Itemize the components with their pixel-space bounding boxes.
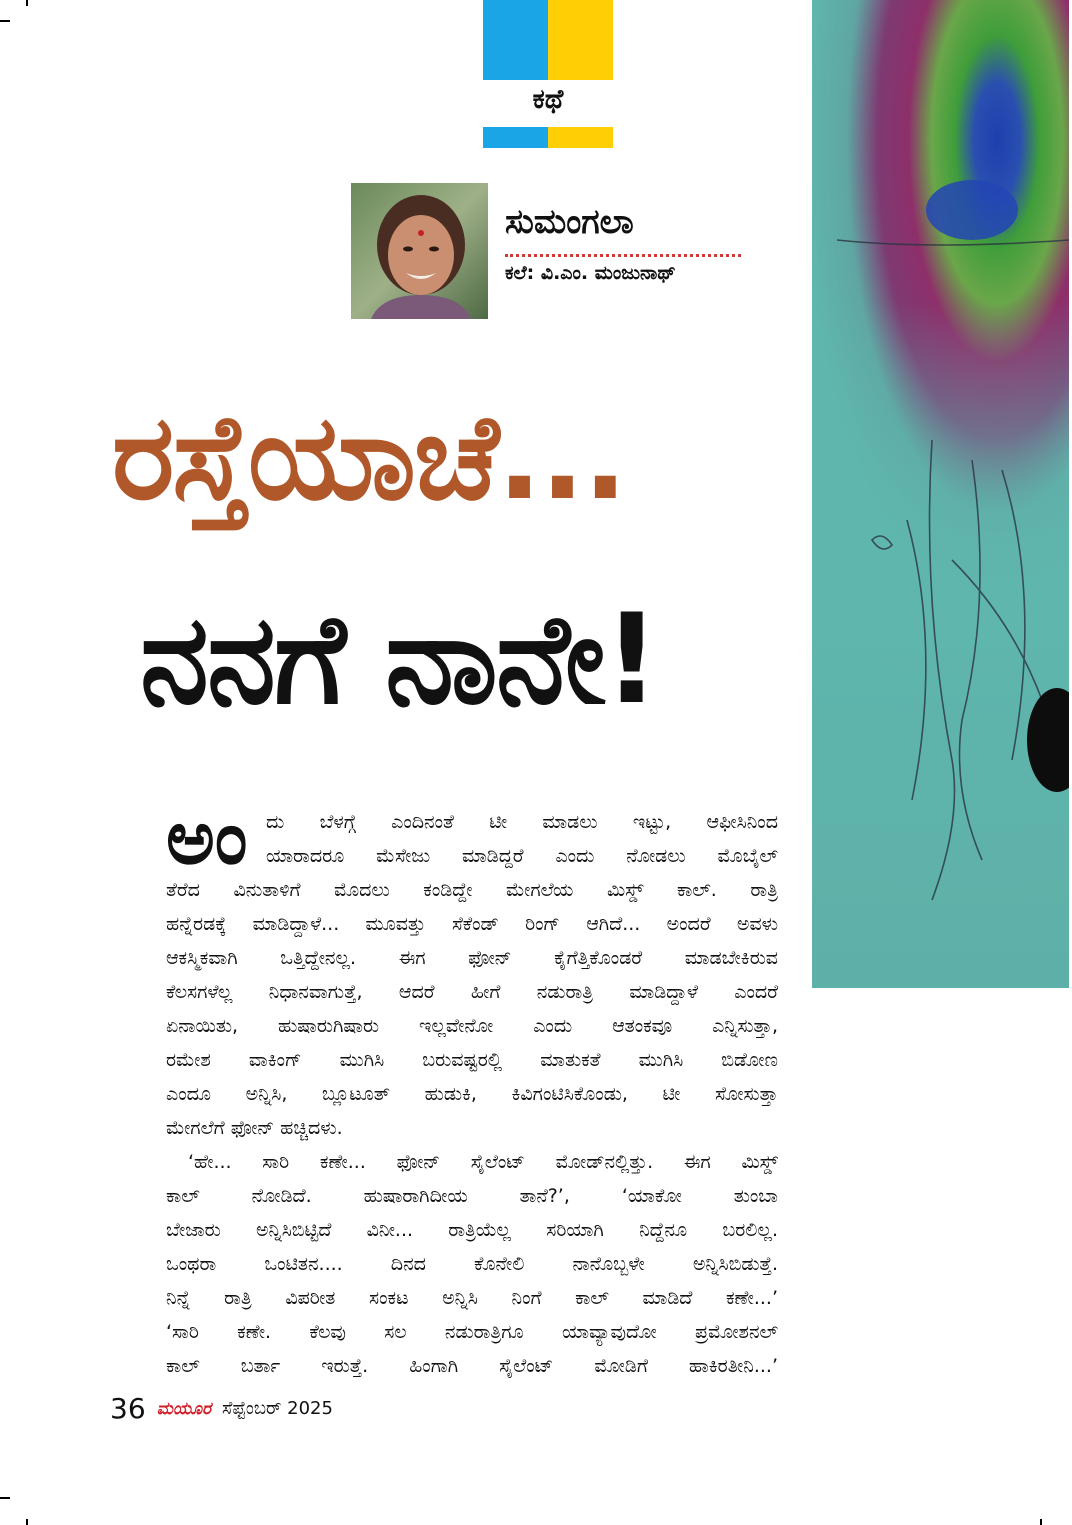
article-line: ಹನ್ನೆರಡಕ್ಕೆ ಮಾಡಿದ್ದಾಳೆ... ಮೂವತ್ತು ಸೆಕೆಂಡ್ ರಿಂಗ್ ಆಗಿದೆ... ಅಂದರೆ ಅವಳು <box>166 913 778 935</box>
crop-mark-bottom-right <box>1040 1519 1042 1525</box>
article-line: ಕೆಲಸಗಳೆಲ್ಲ ನಿಧಾನವಾಗುತ್ತೆ, ಆದರೆ ಹೀಗೆ ನಡುರಾತ್ರಿ ಮಾಡಿದ್ದಾಳೆ ಎಂದರೆ <box>166 981 778 1003</box>
author-photo <box>351 183 488 319</box>
author-divider <box>505 254 741 257</box>
magazine-logo: ಮಯೂರ <box>156 1398 211 1419</box>
crop-mark-top <box>26 0 28 6</box>
crop-mark-bottom-left <box>0 1497 10 1499</box>
headline-line-1: ರಸ್ತೆಯಾಚೆ... <box>112 388 626 526</box>
page-number: 36 <box>110 1392 146 1425</box>
badge-blue-strip <box>483 127 548 148</box>
article-line: ಮೇಗಲೆಗೆ ಫೋನ್ ಹಚ್ಚಿದಳು. <box>166 1117 343 1139</box>
headline-line-2: ನನಗೆ ನಾನೇ! <box>140 588 658 732</box>
article-line: ‘ಸಾರಿ ಕಣೇ. ಕೆಲವು ಸಲ ನಡುರಾತ್ರಿಗೂ ಯಾವ್ಯಾವುದೋ ಪ್ರಮೋಶನಲ್ <box>166 1321 778 1343</box>
article-line: ಎಂದೂ ಅನ್ನಿಸಿ, ಬ್ಲೂಟೂತ್ ಹುಡುಕಿ, ಕಿವಿಗಂಟಿಸಿಕೊಂಡು, ಟೀ ಸೋಸುತ್ತಾ <box>166 1083 778 1105</box>
article-line: ಆಕಸ್ಮಿಕವಾಗಿ ಒತ್ತಿದ್ದೇನಲ್ಲ. ಈಗ ಫೋನ್ ಕೈಗೆತ್ತಿಕೊಂಡರೆ ಮಾಡಬೇಕಿರುವ <box>166 947 778 969</box>
article-line: ದು ಬೆಳಗ್ಗೆ ಎಂದಿನಂತೆ ಟೀ ಮಾಡಲು ಇಟ್ಟು, ಆಫೀಸಿನಿಂದ <box>266 811 778 833</box>
page-footer <box>110 1392 333 1425</box>
article-line: ರಮೇಶ ವಾಕಿಂಗ್ ಮುಗಿಸಿ ಬರುವಷ್ಟರಲ್ಲಿ ಮಾತುಕತೆ ಮುಗಿಸಿ ಬಿಡೋಣ <box>166 1049 778 1071</box>
article-line: ಕಾಲ್ ಬರ್ತಾ ಇರುತ್ತೆ. ಹಿಂಗಾಗಿ ಸೈಲೆಂಟ್ ಮೋಡಿಗೆ ಹಾಕಿರತೀನಿ...’ <box>166 1355 778 1377</box>
author-name: ಸುಮಂಗಲಾ <box>505 202 634 242</box>
badge-yellow-strip <box>548 127 613 148</box>
article-line: ಬೇಜಾರು ಅನ್ನಿಸಿಬಿಟ್ಟಿದೆ ವಿನೀ... ರಾತ್ರಿಯೆಲ್ಲ ಸರಿಯಾಗಿ ನಿದ್ದೆನೂ ಬರಲಿಲ್ಲ. <box>166 1219 778 1241</box>
article-line: ಒಂಥರಾ ಒಂಟಿತನ.... ದಿನದ ಕೊನೇಲಿ ನಾನೊಬ್ಬಳೇ ಅನ್ನಿಸಿಬಿಡುತ್ತೆ. <box>166 1253 778 1275</box>
article-line: ತೆರೆದ ವಿನುತಾಳಿಗೆ ಮೊದಲು ಕಂಡಿದ್ದೇ ಮೇಗಲೆಯ ಮಿಸ್ಡ್ ಕಾಲ್. ರಾತ್ರಿ <box>166 879 778 901</box>
section-label: ಕಥೆ <box>532 84 564 115</box>
badge-yellow-block <box>548 0 613 80</box>
issue-date: ಸೆಪ್ಟೆಂಬರ್ 2025 <box>222 1398 333 1419</box>
article-line: ‘ಹೇ... ಸಾರಿ ಕಣೇ... ಫೋನ್ ಸೈಲೆಂಟ್ ಮೋಡ್‌ನಲ್ಲಿತ್ತು. ಈಗ ಮಿಸ್ಡ್ <box>188 1151 778 1173</box>
badge-blue-block <box>483 0 548 80</box>
story-illustration <box>812 0 1069 988</box>
drop-cap: ಅಂ <box>166 795 248 881</box>
article-line: ಯಾರಾದರೂ ಮೆಸೇಜು ಮಾಡಿದ್ದರೆ ಎಂದು ನೋಡಲು ಮೊಬೈಲ್ <box>266 845 778 867</box>
crop-mark-top-left <box>0 20 10 22</box>
crop-mark-bottom <box>26 1519 28 1525</box>
article-line: ನಿನ್ನೆ ರಾತ್ರಿ ವಿಪರೀತ ಸಂಕಟ ಅನ್ನಿಸಿ ನಿಂಗೆ ಕಾಲ್ ಮಾಡಿದೆ ಕಣೇ...’ <box>166 1287 778 1309</box>
article-line: ಕಾಲ್ ನೋಡಿದೆ. ಹುಷಾರಾಗಿದೀಯ ತಾನೆ?’, ‘ಯಾಕೋ ತುಂಬಾ <box>166 1185 778 1207</box>
section-badge <box>483 0 613 148</box>
illustration-credit: ಕಲೆ: ವಿ.ಎಂ. ಮಂಜುನಾಥ್ <box>505 262 676 284</box>
article-line: ಏನಾಯಿತು, ಹುಷಾರುಗಿಷಾರು ಇಲ್ಲವೇನೋ ಎಂದು ಆತಂಕವೂ ಎನ್ನಿಸುತ್ತಾ, <box>166 1015 778 1037</box>
